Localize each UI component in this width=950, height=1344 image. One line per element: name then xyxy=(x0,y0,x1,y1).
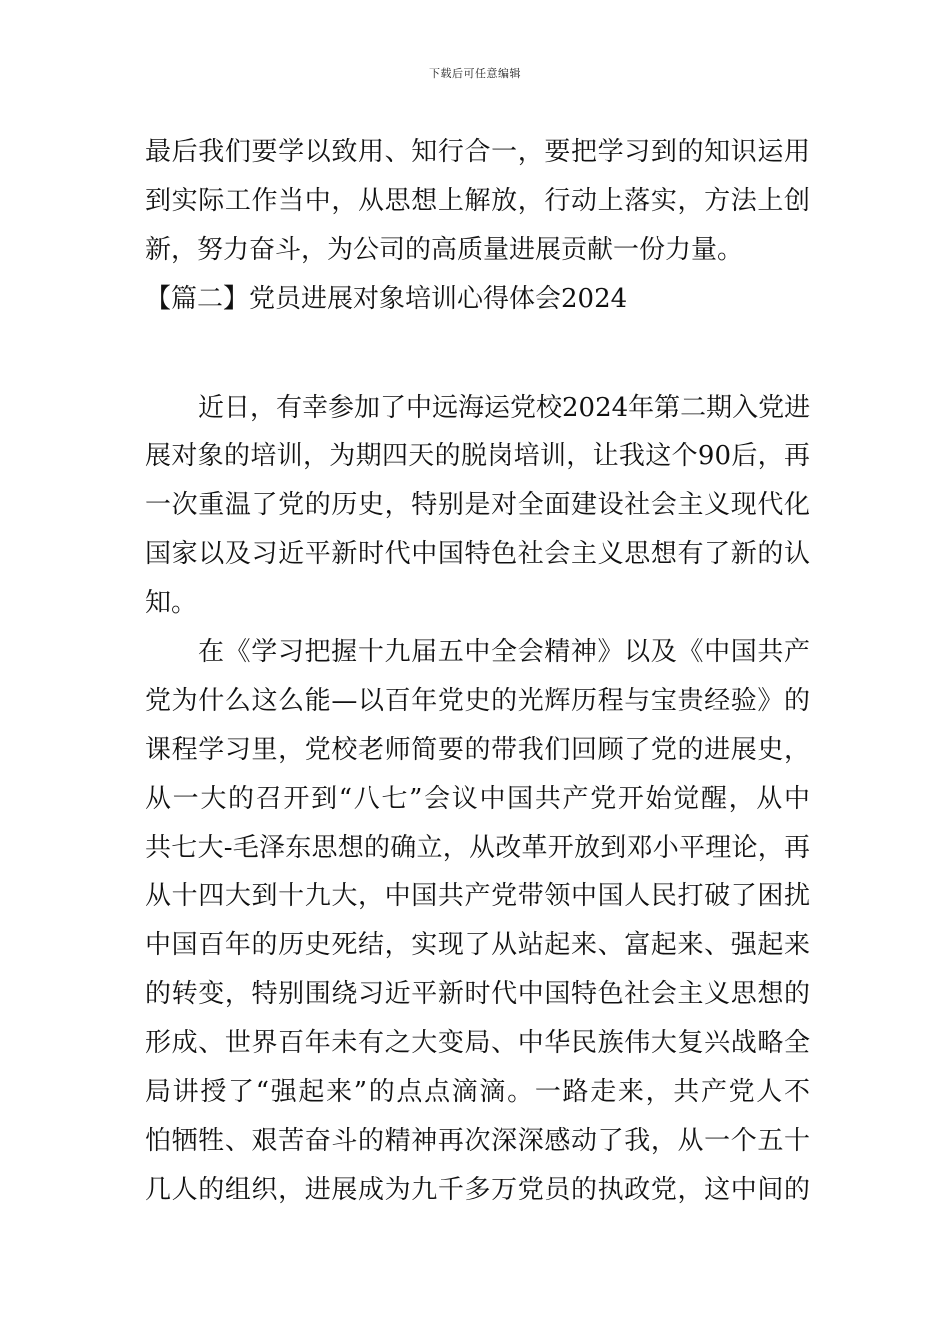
text-line: 从一大的召开到“八七”会议中国共产党开始觉醒，从中 xyxy=(145,783,810,814)
paragraph-history xyxy=(145,628,810,1215)
text-line: 的转变，特别围绕习近平新时代中国特色社会主义思想的 xyxy=(145,979,810,1010)
text-line: 几人的组织，进展成为九千多万党员的执政党，这中间的 xyxy=(145,1174,810,1205)
text-line: 一次重温了党的历史，特别是对全面建设社会主义现代化 xyxy=(145,490,810,521)
section-title-text: 【篇二】党员进展对象培训心得体会2024 xyxy=(145,283,628,314)
text-line: 近日，有幸参加了中远海运党校2024年第二期入党进 xyxy=(198,392,811,423)
text-line: 在《学习把握十九届五中全会精神》以及《中国共产 xyxy=(198,637,810,668)
page-header-note: 下载后可任意编辑 xyxy=(429,67,521,80)
text-line: 从十四大到十九大，中国共产党带领中国人民打破了困扰 xyxy=(145,881,810,912)
text-line: 知。 xyxy=(145,588,198,619)
paragraph-closing xyxy=(145,128,810,275)
text-line: 共七大-毛泽东思想的确立，从改革开放到邓小平理论，再 xyxy=(145,832,810,863)
text-line: 展对象的培训，为期四天的脱岗培训，让我这个90后，再 xyxy=(145,441,810,472)
text-line: 到实际工作当中，从思想上解放，行动上落实，方法上创 xyxy=(145,185,810,216)
document-body xyxy=(145,128,810,1215)
text-line: 国家以及习近平新时代中国特色社会主义思想有了新的认 xyxy=(145,539,810,570)
text-line: 局讲授了“强起来”的点点滴滴。一路走来，共产党人不 xyxy=(145,1077,810,1108)
text-line: 最后我们要学以致用、知行合一，要把学习到的知识运用 xyxy=(145,137,810,167)
section-title xyxy=(145,275,810,324)
text-line: 课程学习里，党校老师简要的带我们回顾了党的进展史， xyxy=(145,734,810,765)
section-spacer xyxy=(145,324,810,384)
text-line: 新，努力奋斗，为公司的高质量进展贡献一份力量。 xyxy=(145,234,744,265)
paragraph-intro xyxy=(145,384,810,628)
text-line: 党为什么这么能—以百年党史的光辉历程与宝贵经验》的 xyxy=(145,685,810,716)
text-line: 怕牺牲、艰苦奋斗的精神再次深深感动了我，从一个五十 xyxy=(145,1125,810,1156)
text-line: 中国百年的历史死结，实现了从站起来、富起来、强起来 xyxy=(145,930,810,961)
text-line: 形成、世界百年未有之大变局、中华民族伟大复兴战略全 xyxy=(145,1028,810,1059)
